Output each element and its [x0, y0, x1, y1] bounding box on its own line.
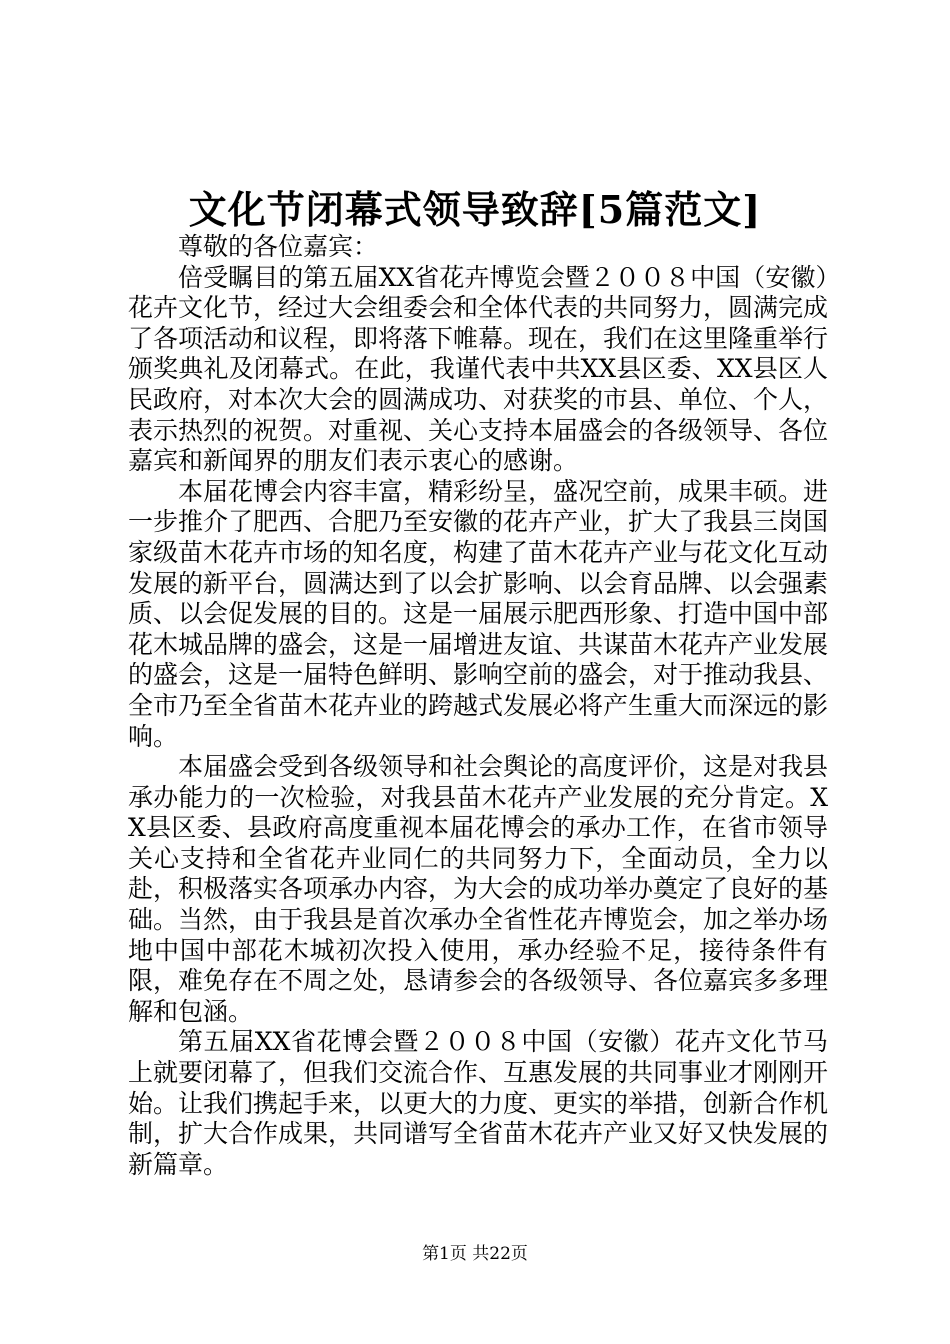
paragraph-1: 倍受瞩目的第五届XX省花卉博览会暨２００８中国（安徽）花卉文化节，经过大会组委会和全体代表的共同努力，圆满完成了各项活动和议程，即将落下帷幕。现在，我们在这里隆重举行颁奖典礼及闭幕式。在此，我谨代表中共XX县区委、XX县区人民政府，对本次大会的圆满成功、对获奖的市县、单位、个人，表示热烈的祝贺。对重视、关心支持本届盛会的各级领导、各位嘉宾和新闻界的朋友们表示衷心的感谢。 [128, 262, 829, 476]
paragraph-4: 第五届XX省花博会暨２００８中国（安徽）花卉文化节马上就要闭幕了，但我们交流合作、互惠发展的共同事业才刚刚开始。让我们携起手来，以更大的力度、更实的举措，创新合作机制，扩大合作成果，共同谱写全省苗木花卉产业又好又快发展的新篇章。 [128, 1027, 829, 1179]
paragraph-3: 本届盛会受到各级领导和社会舆论的高度评价，这是对我县承办能力的一次检验，对我县苗木花卉产业发展的充分肯定。XX县区委、县政府高度重视本届花博会的承办工作，在省市领导关心支持和全省花卉业同仁的共同努力下，全面动员，全力以赴，积极落实各项承办内容，为大会的成功举办奠定了良好的基础。当然，由于我县是首次承办全省性花卉博览会，加之举办场地中国中部花木城初次投入使用，承办经验不足，接待条件有限，难免存在不周之处，恳请参会的各级领导、各位嘉宾多多理解和包涵。 [128, 752, 829, 1026]
salutation: 尊敬的各位嘉宾： [178, 232, 379, 261]
document-title: 文化节闭幕式领导致辞[5篇范文] [188, 187, 762, 232]
document-body [128, 232, 828, 1180]
paragraph-2: 本届花博会内容丰富，精彩纷呈，盛况空前，成果丰硕。进一步推介了肥西、合肥乃至安徽的花卉产业，扩大了我县三岗国家级苗木花卉市场的知名度，构建了苗木花卉产业与花文化互动发展的新平台，圆满达到了以会扩影响、以会育品牌、以会强素质、以会促发展的目的。这是一届展示肥西形象、打造中国中部花木城品牌的盛会，这是一届增进友谊、共谋苗木花卉产业发展的盛会，这是一届特色鲜明、影响空前的盛会，对于推动我县、全市乃至全省苗木花卉业的跨越式发展必将产生重大而深远的影响。 [128, 476, 829, 751]
page-number-footer: 第1页 共22页 [422, 1244, 528, 1264]
